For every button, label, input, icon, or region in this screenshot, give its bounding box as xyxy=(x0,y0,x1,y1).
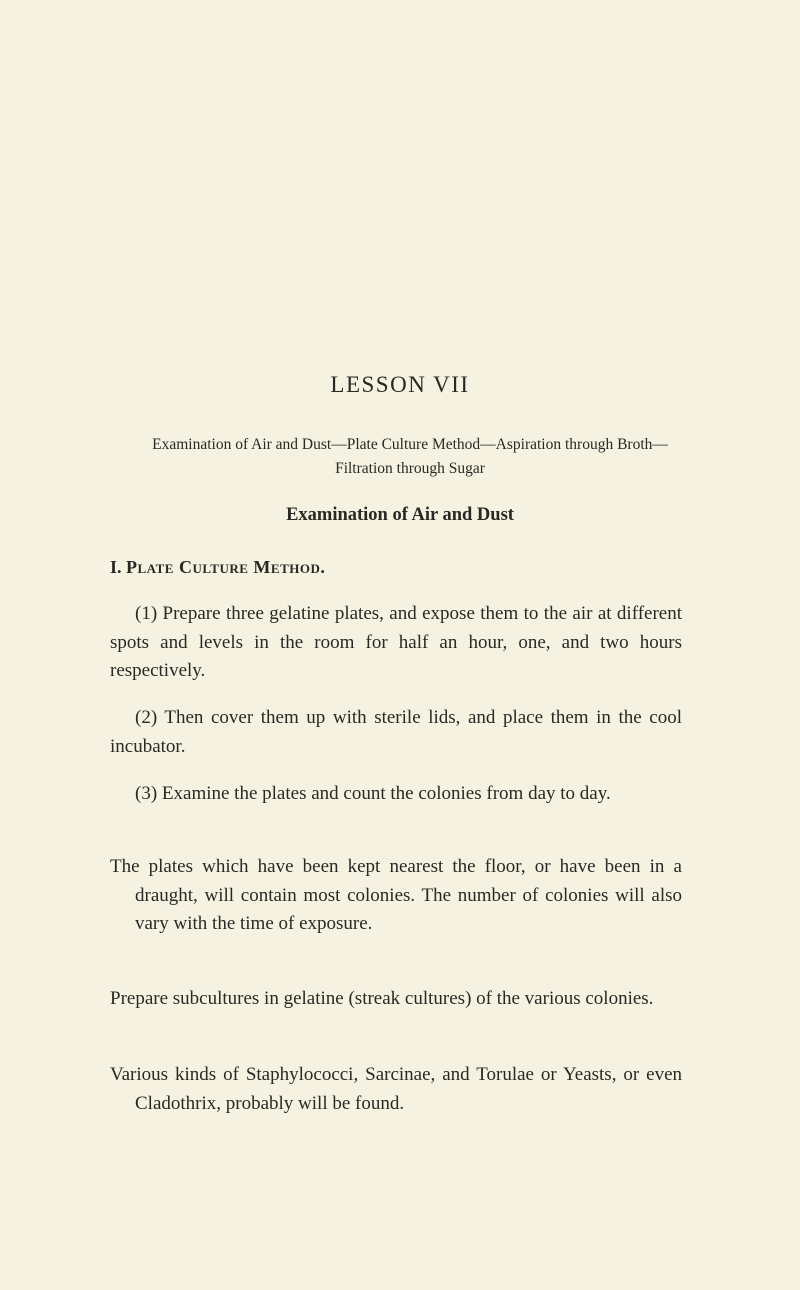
part-number: I. xyxy=(110,557,122,577)
step-3-paragraph: (3) Examine the plates and count the colonies from day to day. xyxy=(135,783,611,804)
note-paragraph-3: Various kinds of Staphylococci, Sarcinae, and Torulae or Yeasts, or even Cladothrix, probably will be found. xyxy=(110,1064,682,1114)
note-paragraph-2: Prepare subcultures in gelatine (streak cultures) of the various colonies. xyxy=(110,988,654,1009)
step-1-paragraph: (1) Prepare three gelatine plates, and expose them to the air at different spots and levels in the room for half an hour, one, and two hours respectively. xyxy=(110,603,682,681)
section-heading: Examination of Air and Dust xyxy=(286,505,514,525)
part-title: Plate Culture Method. xyxy=(126,557,326,577)
part-heading xyxy=(110,557,325,578)
lesson-summary: Examination of Air and Dust—Plate Culture Method—Aspiration through Broth—Filtration through Sugar xyxy=(152,436,668,477)
step-2-paragraph: (2) Then cover them up with sterile lids, and place them in the cool incubator. xyxy=(110,707,682,757)
note-paragraph-1: The plates which have been kept nearest the floor, or have been in a draught, will contain most colonies. The number of colonies will also vary with the time of exposure. xyxy=(110,856,682,934)
lesson-title: LESSON VII xyxy=(330,372,470,397)
